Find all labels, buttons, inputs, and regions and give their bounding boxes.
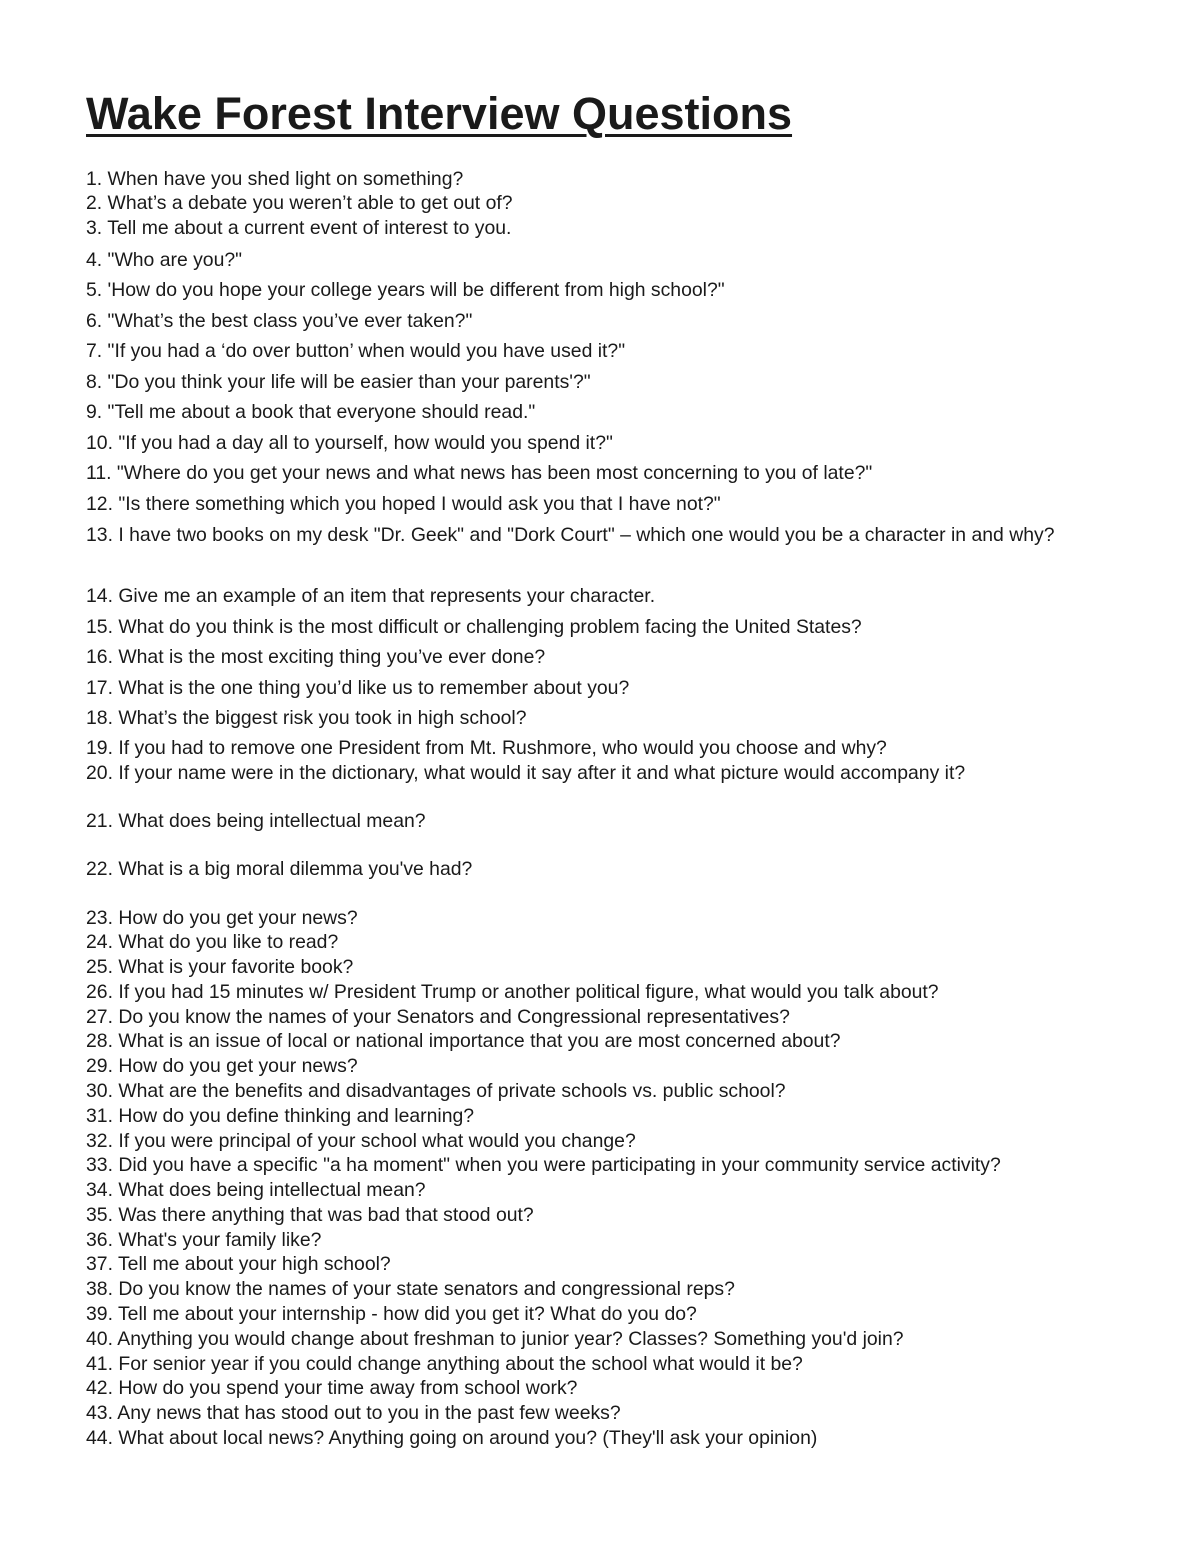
question-item: 12. "Is there something which you hoped I would ask you that I have not?" [86,493,721,515]
question-item: 28. What is an issue of local or national importance that you are most concerned about? [86,1030,841,1052]
question-item: 18. What’s the biggest risk you took in high school? [86,707,527,729]
question-item: 41. For senior year if you could change anything about the school what would it be? [86,1353,803,1375]
question-item: 6. "What’s the best class you’ve ever taken?" [86,310,473,332]
question-item: 43. Any news that has stood out to you in the past few weeks? [86,1402,621,1424]
question-item: 38. Do you know the names of your state senators and congressional reps? [86,1278,735,1300]
question-item: 44. What about local news? Anything going on around you? (They'll ask your opinion) [86,1427,818,1449]
question-item: 40. Anything you would change about freshman to junior year? Classes? Something you'd join? [86,1328,904,1350]
question-item: 36. What's your family like? [86,1229,322,1251]
question-item: 23. How do you get your news? [86,907,358,929]
question-item: 39. Tell me about your internship - how did you get it? What do you do? [86,1303,697,1325]
question-item: 3. Tell me about a current event of interest to you. [86,217,512,239]
question-item: 1. When have you shed light on something? [86,168,464,190]
question-item: 17. What is the one thing you’d like us to remember about you? [86,677,630,699]
page-title: Wake Forest Interview Questions [86,88,793,139]
question-item: 4. "Who are you?" [86,249,243,271]
question-item: 37. Tell me about your high school? [86,1253,391,1275]
question-item: 22. What is a big moral dilemma you've had? [86,858,473,880]
question-item: 42. How do you spend your time away from school work? [86,1377,578,1399]
question-item: 35. Was there anything that was bad that stood out? [86,1204,534,1226]
question-item: 11. "Where do you get your news and what news has been most concerning to you of late?" [86,462,873,484]
question-item: 5. 'How do you hope your college years will be different from high school?" [86,279,725,301]
question-item: 15. What do you think is the most difficult or challenging problem facing the United States? [86,616,862,638]
question-item: 26. If you had 15 minutes w/ President Trump or another political figure, what would you talk about? [86,981,939,1003]
question-item: 29. How do you get your news? [86,1055,358,1077]
question-item: 34. What does being intellectual mean? [86,1179,426,1201]
question-item: 13. I have two books on my desk "Dr. Geek" and "Dork Court" – which one would you be a character in and why? [86,524,1055,546]
question-item: 32. If you were principal of your school what would you change? [86,1130,636,1152]
question-item: 14. Give me an example of an item that represents your character. [86,585,656,607]
question-item: 8. "Do you think your life will be easier than your parents'?" [86,371,591,393]
question-item: 21. What does being intellectual mean? [86,810,426,832]
question-item: 31. How do you define thinking and learning? [86,1105,475,1127]
question-item: 27. Do you know the names of your Senators and Congressional representatives? [86,1006,790,1028]
question-item: 9. "Tell me about a book that everyone should read." [86,401,536,423]
question-item: 33. Did you have a specific "a ha moment" when you were participating in your community service activity? [86,1154,1001,1176]
question-item: 7. "If you had a ‘do over button’ when would you have used it?" [86,340,626,362]
question-item: 20. If your name were in the dictionary, what would it say after it and what picture would accompany it? [86,762,966,784]
question-item: 10. "If you had a day all to yourself, how would you spend it?" [86,432,613,454]
question-item: 25. What is your favorite book? [86,956,354,978]
question-item: 30. What are the benefits and disadvantages of private schools vs. public school? [86,1080,786,1102]
question-item: 2. What’s a debate you weren’t able to get out of? [86,192,513,214]
question-item: 16. What is the most exciting thing you’ve ever done? [86,646,546,668]
question-item: 24. What do you like to read? [86,931,339,953]
question-item: 19. If you had to remove one President from Mt. Rushmore, who would you choose and why? [86,737,887,759]
